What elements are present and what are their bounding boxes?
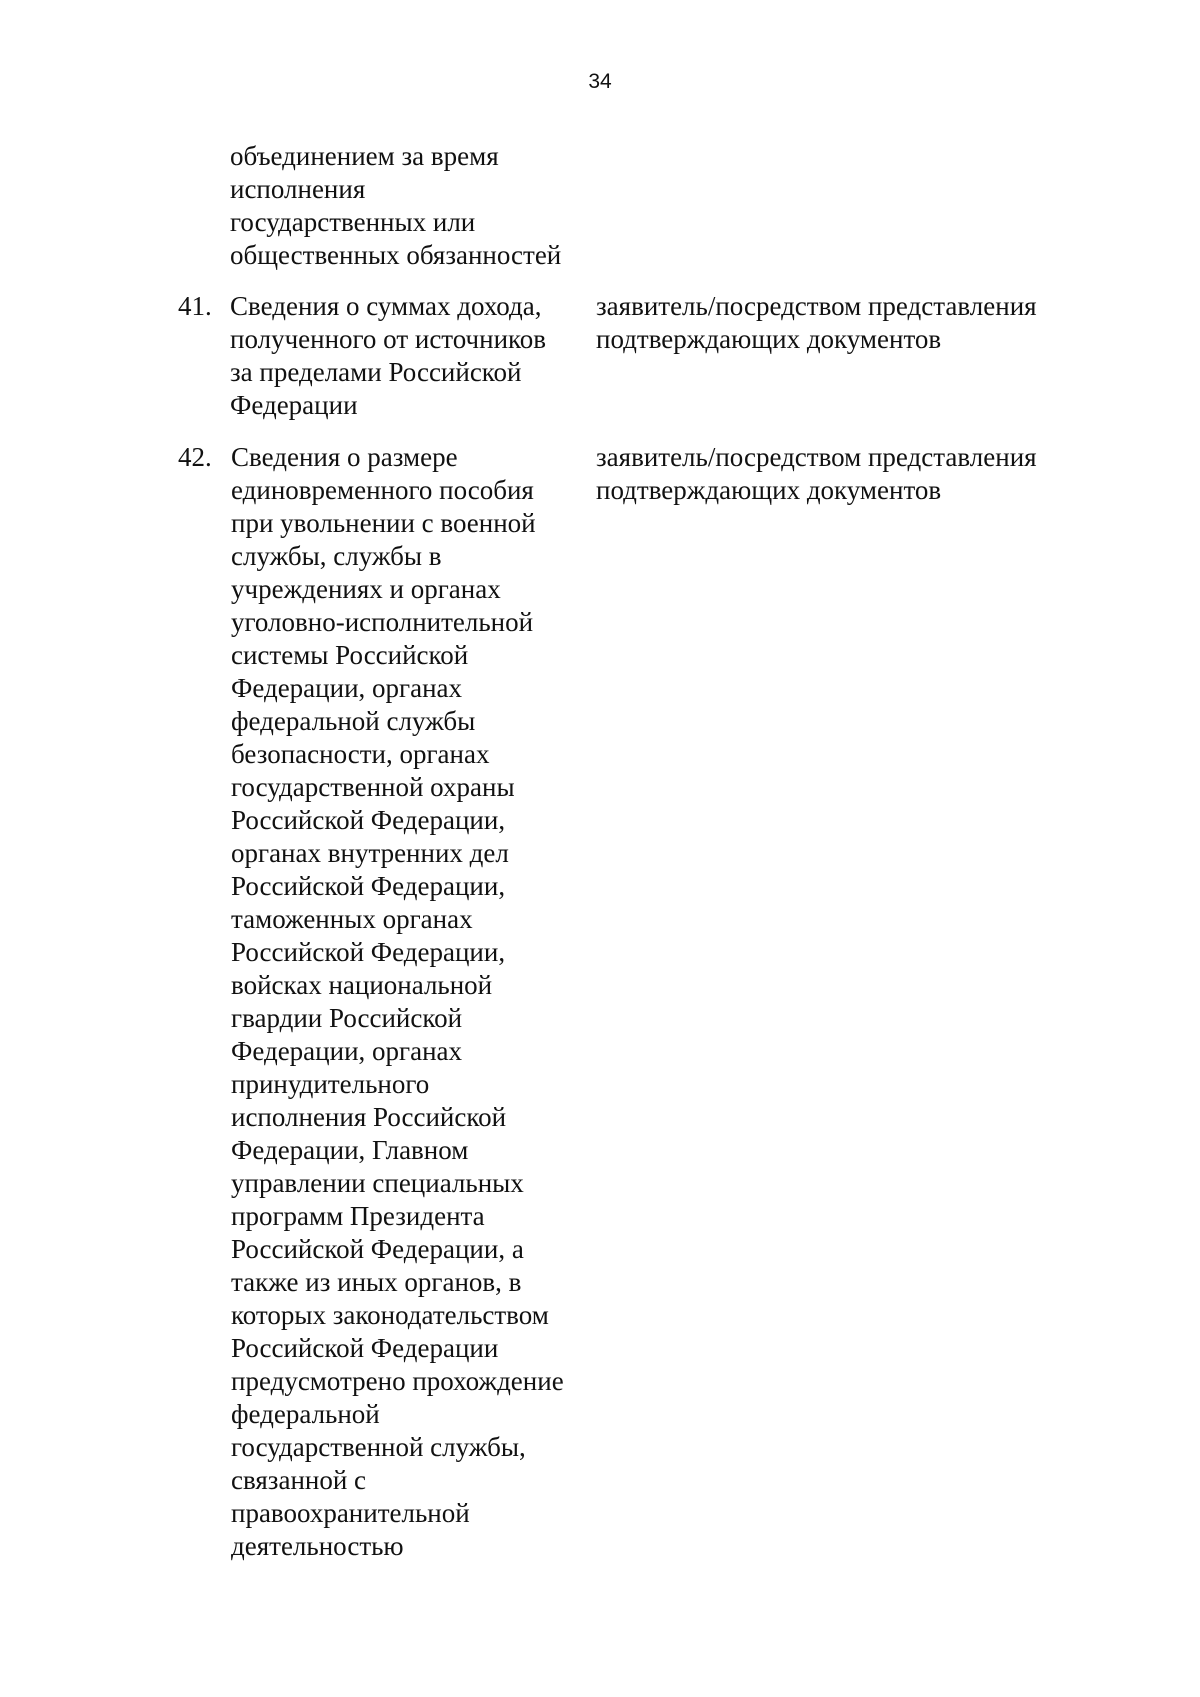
continuation-line: исполнения <box>230 174 366 204</box>
description-line: единовременного пособия <box>231 475 534 505</box>
source-line: подтверждающих документов <box>596 475 942 505</box>
description-line: деятельностью <box>231 1531 404 1561</box>
description-line: войсках национальной <box>231 970 493 1000</box>
source-line: заявитель/посредством представления <box>596 291 1037 321</box>
description-line: Российской Федерации, <box>231 937 506 967</box>
row-number: 42. <box>178 442 212 472</box>
description-line: органах внутренних дел <box>231 838 509 868</box>
description-line: безопасности, органах <box>231 739 490 769</box>
description-line: таможенных органах <box>231 904 473 934</box>
continuation-line: общественных обязанностей <box>230 240 562 270</box>
row-description <box>231 441 564 1563</box>
row-source <box>596 441 1037 507</box>
description-line: полученного от источников <box>230 324 547 354</box>
description-line: предусмотрено прохождение <box>231 1366 564 1396</box>
description-line: службы, службы в <box>231 541 442 571</box>
description-line: Сведения о суммах дохода, <box>230 291 542 321</box>
description-line: Сведения о размере <box>231 442 458 472</box>
continuation-line: объединением за время <box>230 141 499 171</box>
description-line: федеральной службы <box>231 706 476 736</box>
source-line: подтверждающих документов <box>596 324 942 354</box>
description-line: Российской Федерации, <box>231 805 506 835</box>
description-line: исполнения Российской <box>231 1102 507 1132</box>
source-line: заявитель/посредством представления <box>596 442 1037 472</box>
continuation-line: государственных или <box>230 207 476 237</box>
description-line: уголовно-исполнительной <box>231 607 534 637</box>
description-line: принудительного <box>231 1069 430 1099</box>
description-line: учреждениях и органах <box>231 574 501 604</box>
row-source <box>596 290 1037 356</box>
description-line: федеральной <box>231 1399 380 1429</box>
description-line: гвардии Российской <box>231 1003 463 1033</box>
description-line: за пределами Российской <box>230 357 522 387</box>
description-line: Российской Федерации <box>231 1333 499 1363</box>
description-line: Федерации <box>230 390 358 420</box>
description-line: связанной с <box>231 1465 367 1495</box>
continuation-text <box>230 140 561 272</box>
description-line: которых законодательством <box>231 1300 549 1330</box>
page-number: 34 <box>588 70 612 93</box>
row-number: 41. <box>178 291 212 321</box>
description-line: Федерации, органах <box>231 673 463 703</box>
description-line: Федерации, Главном <box>231 1135 469 1165</box>
description-line: системы Российской <box>231 640 469 670</box>
row-description <box>230 290 546 422</box>
description-line: государственной охраны <box>231 772 515 802</box>
description-line: программ Президента <box>231 1201 485 1231</box>
description-line: правоохранительной <box>231 1498 470 1528</box>
description-line: Российской Федерации, а <box>231 1234 524 1264</box>
description-line: управлении специальных <box>231 1168 524 1198</box>
description-line: Российской Федерации, <box>231 871 506 901</box>
description-line: также из иных органов, в <box>231 1267 522 1297</box>
description-line: при увольнении с военной <box>231 508 536 538</box>
description-line: государственной службы, <box>231 1432 526 1462</box>
description-line: Федерации, органах <box>231 1036 463 1066</box>
